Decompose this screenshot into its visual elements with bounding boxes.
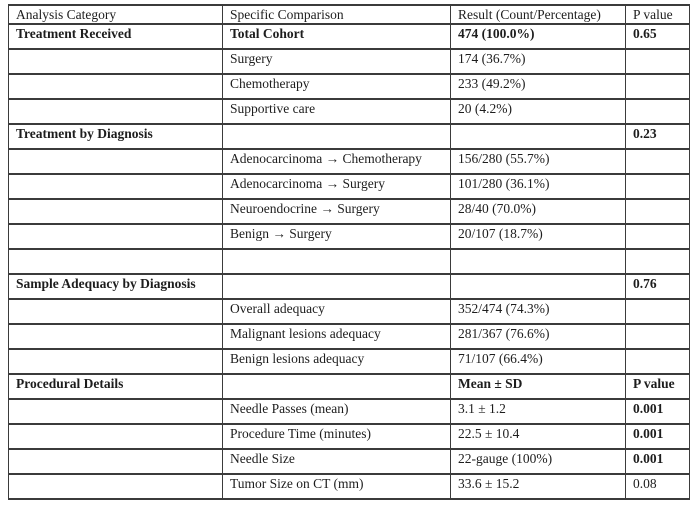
table-cell: [9, 174, 223, 199]
table-cell: [626, 49, 690, 74]
table-cell: [9, 474, 223, 499]
table-row: [9, 124, 690, 149]
column-header-p-value: P value: [626, 5, 690, 24]
table-cell: Malignant lesions adequacy: [223, 324, 451, 349]
table-cell: Mean ± SD: [451, 374, 626, 399]
table-row: [9, 249, 690, 274]
table-cell: Neuroendocrine → Surgery: [223, 199, 451, 224]
table-row: [9, 374, 690, 399]
table-cell: Sample Adequacy by Diagnosis: [9, 274, 223, 299]
table-row: [9, 174, 690, 199]
table-cell: [626, 199, 690, 224]
table-cell: [626, 99, 690, 124]
table-cell: [9, 99, 223, 124]
table-cell: 0.65: [626, 24, 690, 49]
table-cell: P value: [626, 374, 690, 399]
column-header-result: Result (Count/Percentage): [451, 5, 626, 24]
table-row: [9, 49, 690, 74]
table-row: [9, 199, 690, 224]
table-cell: 0.23: [626, 124, 690, 149]
table-cell: [626, 249, 690, 274]
table-header: [9, 5, 690, 24]
table-cell: 3.1 ± 1.2: [451, 399, 626, 424]
table-cell: [223, 249, 451, 274]
column-header-analysis-category: Analysis Category: [9, 5, 223, 24]
table-cell: 0.001: [626, 399, 690, 424]
table-cell: 0.001: [626, 449, 690, 474]
table-cell: [451, 274, 626, 299]
table-cell: 20 (4.2%): [451, 99, 626, 124]
table-cell: [9, 399, 223, 424]
table-cell: Tumor Size on CT (mm): [223, 474, 451, 499]
table-cell: [9, 249, 223, 274]
table-cell: [626, 149, 690, 174]
table-row: [9, 224, 690, 249]
table-cell: 474 (100.0%): [451, 24, 626, 49]
table-cell: [223, 274, 451, 299]
table-cell: [9, 149, 223, 174]
table-cell: 0.001: [626, 424, 690, 449]
table-header-row: [9, 5, 690, 24]
table-row: [9, 24, 690, 49]
table-cell: Benign lesions adequacy: [223, 349, 451, 374]
table-cell: [626, 174, 690, 199]
table-cell: Total Cohort: [223, 24, 451, 49]
table-cell: Benign → Surgery: [223, 224, 451, 249]
table-cell: [223, 124, 451, 149]
table-cell: Surgery: [223, 49, 451, 74]
table-row: [9, 399, 690, 424]
table-cell: 233 (49.2%): [451, 74, 626, 99]
table-cell: 0.08: [626, 474, 690, 499]
table-cell: [9, 449, 223, 474]
table-cell: [451, 249, 626, 274]
table-cell: 20/107 (18.7%): [451, 224, 626, 249]
table-cell: Procedural Details: [9, 374, 223, 399]
table-cell: Adenocarcinoma → Surgery: [223, 174, 451, 199]
table-cell: Adenocarcinoma → Chemotherapy: [223, 149, 451, 174]
table-cell: Chemotherapy: [223, 74, 451, 99]
table-cell: Treatment by Diagnosis: [9, 124, 223, 149]
table-cell: Supportive care: [223, 99, 451, 124]
table-cell: [626, 74, 690, 99]
table-cell: Needle Size: [223, 449, 451, 474]
table-row: [9, 274, 690, 299]
table-row: [9, 349, 690, 374]
table-row: [9, 449, 690, 474]
table-row: [9, 324, 690, 349]
table-cell: [626, 324, 690, 349]
table-cell: [9, 349, 223, 374]
table-cell: [223, 374, 451, 399]
table-cell: 22-gauge (100%): [451, 449, 626, 474]
table-cell: [9, 324, 223, 349]
table-cell: [9, 299, 223, 324]
table-cell: Procedure Time (minutes): [223, 424, 451, 449]
table-cell: [9, 199, 223, 224]
column-header-specific-comparison: Specific Comparison: [223, 5, 451, 24]
table-row: [9, 74, 690, 99]
table-cell: 281/367 (76.6%): [451, 324, 626, 349]
table-cell: 28/40 (70.0%): [451, 199, 626, 224]
table-row: [9, 99, 690, 124]
table-body: [9, 24, 690, 499]
table-cell: [626, 224, 690, 249]
table-cell: Needle Passes (mean): [223, 399, 451, 424]
table-cell: 22.5 ± 10.4: [451, 424, 626, 449]
table-cell: [626, 349, 690, 374]
table-cell: 33.6 ± 15.2: [451, 474, 626, 499]
table-row: [9, 299, 690, 324]
table-cell: [626, 299, 690, 324]
table-cell: [9, 74, 223, 99]
table-cell: [9, 49, 223, 74]
table-row: [9, 474, 690, 499]
table-cell: [9, 424, 223, 449]
table-cell: Treatment Received: [9, 24, 223, 49]
table-row: [9, 149, 690, 174]
table-cell: 352/474 (74.3%): [451, 299, 626, 324]
table-row: [9, 424, 690, 449]
table-cell: 101/280 (36.1%): [451, 174, 626, 199]
table-cell: 71/107 (66.4%): [451, 349, 626, 374]
table-cell: Overall adequacy: [223, 299, 451, 324]
table-cell: [451, 124, 626, 149]
table-cell: 174 (36.7%): [451, 49, 626, 74]
results-table: [8, 4, 690, 500]
table-cell: [9, 224, 223, 249]
table-cell: 156/280 (55.7%): [451, 149, 626, 174]
table-cell: 0.76: [626, 274, 690, 299]
